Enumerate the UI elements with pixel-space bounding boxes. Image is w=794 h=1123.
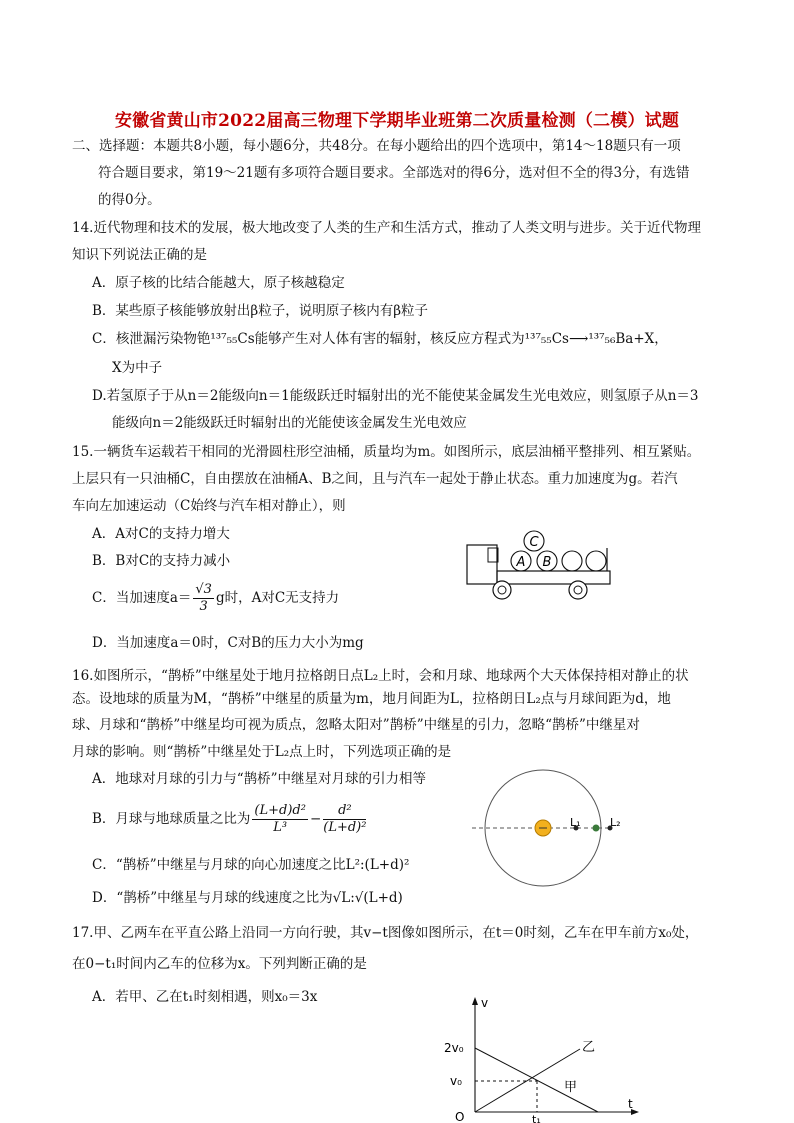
q16-option-b-numerator-1: (L+d)d² [254, 803, 306, 818]
q15-option-c-suffix: g时，A对C无支持力 [215, 590, 340, 606]
q16-option-b [92, 803, 368, 836]
section-instructions-line-2: 符合题目要求，第19～21题有多项符合题目要求。全部选对的得6分，选对但不全的得3分，有选错 [98, 165, 690, 181]
truck-bed [497, 571, 610, 584]
truck-rear-wheel [569, 581, 587, 599]
barrel-c-label: C [529, 535, 539, 550]
q16-stem-line-3: 球、月球和“鹊桥”中继星均可视为质点，忽略太阳对”鹊桥”中继星的引力，忽略“鹊桥”中继星对 [72, 717, 640, 733]
q15-stem-line-2: 上层只有一只油桶C，自由摆放在油桶A、B之间，且与汽车一起处于静止状态。重力加速度为g。若汽 [72, 471, 678, 487]
q14-option-c-line-2: X为中子 [112, 360, 163, 376]
q16-option-b-numerator-2: d² [323, 803, 366, 820]
q15-stem-line-3: 车向左加速运动（C始终与汽车相对静止），则 [72, 498, 346, 514]
q15-option-d: D．当加速度a＝0时，C对B的压力大小为mg [92, 635, 364, 651]
q16-option-b-denominator-2: (L+d)² [323, 820, 367, 835]
yi-label: 乙 [582, 1040, 596, 1055]
t-axis-label: t [628, 1097, 633, 1111]
v-axis-arrow [472, 997, 478, 1005]
q14-option-a: A．原子核的比结合能越大，原子核越稳定 [92, 275, 345, 291]
q15-truck-figure [462, 524, 622, 604]
q16-option-b-denominator-1: L³ [273, 820, 288, 835]
l1-label: L₁ [570, 816, 581, 829]
q16-stem-line-4: 月球的影响。则“鹊桥”中继星处于L₂点上时，下列选项正确的是 [72, 744, 452, 760]
q17-stem-line-1: 17.甲、乙两车在平直公路上沿同一方向行驶，其v−t图像如图所示，在t＝0时刻，乙车在甲车前方x₀处， [72, 925, 699, 941]
truck-front-wheel [493, 581, 511, 599]
v-axis-label: v [481, 996, 489, 1010]
q15-option-c-denominator: 3 [199, 599, 208, 614]
q14-option-b: B．某些原子核能够放射出β粒子，说明原子核内有β粒子 [92, 303, 429, 319]
q16-option-c: C．“鹊桥”中继星与月球的向心加速度之比L²:(L+d)² [92, 857, 410, 873]
moon-icon [593, 825, 600, 832]
v0-label: v₀ [450, 1074, 462, 1088]
q16-stem-line-2: 态。设地球的质量为M，“鹊桥”中继星的质量为m，地月间距为L，拉格朗日L₂点与月球间距为d，地 [72, 691, 671, 707]
barrel-3 [562, 551, 582, 571]
section-instructions-line-3: 的得0分。 [98, 192, 161, 208]
q17-stem-line-2: 在0−t₁时间内乙车的位移为x。下列判断正确的是 [72, 956, 367, 972]
q15-option-b: B．B对C的支持力减小 [92, 553, 231, 569]
barrel-4 [586, 551, 606, 571]
page-title: 安徽省黄山市2022届高三物理下学期毕业班第二次质量检测（二模）试题 [114, 111, 680, 131]
q15-option-a: A．A对C的支持力增大 [92, 526, 230, 542]
jia-label: 甲 [564, 1080, 578, 1095]
q15-option-c-numerator: √3 [195, 582, 212, 597]
jia-line [475, 1048, 598, 1112]
l2-label: L₂ [610, 816, 621, 829]
q14-option-d-line-1: D.若氢原子于从n＝2能级向n＝1能级跃迁时辐射出的光不能使某金属发生光电效应，则氢原子从n＝3 [92, 388, 699, 404]
q16-option-b-prefix: B．月球与地球质量之比为 [92, 811, 251, 827]
t1-label: t₁ [532, 1113, 541, 1123]
q14-stem-line-1: 14.近代物理和技术的发展，极大地改变了人类的生产和生活方式，推动了人类文明与进步。关于近代物理 [72, 220, 701, 236]
q15-stem-line-1: 15.一辆货车运载若干相同的光滑圆柱形空油桶，质量均为m。如图所示，底层油桶平整排列、相互紧贴。 [72, 444, 701, 460]
q16-option-a: A．地球对月球的引力与“鹊桥”中继星对月球的引力相等 [92, 771, 427, 787]
q14-stem-line-2: 知识下列说法正确的是 [72, 247, 207, 263]
q15-option-c [92, 582, 339, 615]
q16-orbit-figure [470, 764, 640, 894]
barrel-a-label: A [516, 555, 526, 570]
q16-option-b-fraction-1 [252, 803, 308, 836]
q16-option-b-fraction-2 [323, 803, 366, 836]
q15-option-c-prefix: C．当加速度a＝ [92, 590, 192, 606]
q17-vt-graph [440, 995, 640, 1123]
section-instructions-line-1: 二、选择题：本题共8小题，每小题6分，共48分。在每小题给出的四个选项中，第14～18题只有一项 [72, 138, 681, 154]
q16-option-d: D．“鹊桥”中继星与月球的线速度之比为√L:√(L+d) [92, 890, 403, 906]
truck-cab [467, 545, 497, 584]
two-v0-label: 2v₀ [444, 1041, 464, 1055]
q14-option-c-line-1: C．核泄漏污染物铯¹³⁷₅₅Cs能够产生对人体有害的辐射，核反应方程式为¹³⁷₅₅Cs⟶¹³⁷₅₆Ba+X， [92, 331, 668, 347]
q16-stem-line-1: 16.如图所示，“鹊桥”中继星处于地月拉格朗日点L₂上时，会和月球、地球两个大天体保持相对静止的状 [72, 668, 689, 684]
barrel-b-label: B [542, 555, 552, 570]
q17-option-a: A．若甲、乙在t₁时刻相遇，则x₀＝3x [92, 989, 318, 1005]
q14-option-d-line-2: 能级向n＝2能级跃迁时辐射出的光能使该金属发生光电效应 [112, 415, 467, 431]
q15-option-c-fraction [193, 582, 214, 615]
q16-option-b-minus: − [309, 811, 322, 827]
origin-label: O [455, 1110, 465, 1123]
